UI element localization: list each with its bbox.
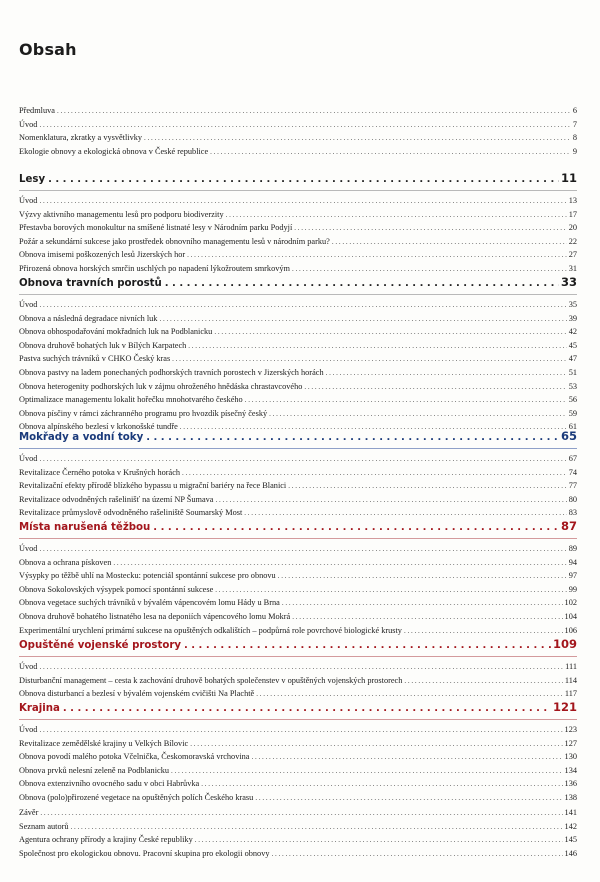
entry-page-number: 130 [564, 752, 577, 762]
section-page-number: 65 [560, 429, 577, 443]
toc-entry[interactable] [19, 145, 577, 159]
entry-title: Přirozená obnova horských smrčin uschlých po napadení lýkožroutem smrkovým [19, 263, 290, 273]
entry-title: Obnova (polo)přirozené vegetace na opuštěných polích Českého krasu [19, 792, 254, 802]
section-page-number: 109 [552, 637, 577, 651]
dot-leader [215, 494, 566, 508]
dot-leader [165, 274, 559, 294]
toc-entry[interactable] [19, 542, 577, 556]
entry-title: Experimentální urychlení primární sukcese na opuštěných odkalištích – podpůrná role povrchové biologické krusty [19, 625, 402, 635]
dot-leader [153, 518, 559, 538]
dot-leader [272, 848, 563, 862]
dot-leader [288, 480, 566, 494]
toc-entry[interactable] [19, 298, 577, 312]
entry-page-number: 89 [568, 544, 577, 553]
toc-entry[interactable] [19, 325, 577, 339]
dot-leader [245, 394, 567, 408]
dot-leader [195, 834, 563, 848]
entry-title: Úvod [19, 196, 38, 205]
entry-page-number: 67 [568, 454, 577, 463]
dot-leader [39, 661, 563, 675]
dot-leader [57, 105, 571, 119]
entry-title: Obnova extenzivního ovocného sadu v obci Habrůvka [19, 779, 200, 789]
toc-entry[interactable] [19, 248, 577, 262]
entry-page-number: 111 [565, 662, 577, 671]
entry-title: Předmluva [19, 106, 55, 115]
dot-leader [171, 765, 563, 779]
dot-leader [113, 557, 566, 571]
dot-leader [304, 381, 566, 395]
entry-page-number: 145 [564, 835, 577, 845]
entry-title: Úvod [19, 544, 38, 553]
toc-section [19, 104, 577, 158]
dot-leader [144, 132, 571, 146]
toc-entry[interactable] [19, 569, 577, 583]
section-heading [19, 272, 577, 292]
entry-page-number: 59 [568, 408, 577, 418]
toc-entry[interactable] [19, 380, 577, 394]
toc-entry[interactable] [19, 723, 577, 737]
dot-leader [201, 778, 562, 792]
entry-title: Obnova Sokolovských výsypek pomocí spontánní sukcese [19, 584, 214, 594]
entry-page-number: 35 [568, 300, 577, 309]
entry-title: Obnova obhospodařování mokřadních luk na Podblanicku [19, 327, 213, 337]
toc-entry[interactable] [19, 806, 577, 820]
section-heading [19, 168, 577, 188]
toc-entry[interactable] [19, 833, 577, 847]
toc-entry[interactable] [19, 660, 577, 674]
section-title: Krajina [19, 703, 60, 714]
section-divider [19, 294, 577, 295]
entry-title: Obnova imisemi poškozených lesů Jizerských hor [19, 250, 186, 260]
entry-page-number: 17 [568, 209, 577, 219]
section-title: Místa narušená těžbou [19, 522, 151, 533]
toc-entry[interactable] [19, 452, 577, 466]
entry-title: Obnova heterogenity podhorských luk v zájmu ohroženého hnědáska chrastavcového [19, 381, 303, 391]
entry-title: Výzvy aktivního managementu lesů pro podporu biodiverzity [19, 209, 224, 219]
entry-page-number: 6 [572, 106, 577, 115]
dot-leader [226, 209, 567, 223]
section-divider [19, 538, 577, 539]
entry-title: Obnova a ochrana pískoven [19, 557, 112, 567]
section-title: Opuštěné vojenské prostory [19, 640, 181, 651]
entry-title: Seznam autorů [19, 821, 69, 831]
toc-section [19, 806, 577, 860]
toc-entry[interactable] [19, 312, 577, 326]
entry-title: Obnova povodí malého potoka Včelnička, Českomoravská vrchovina [19, 752, 250, 762]
entry-page-number: 77 [568, 481, 577, 491]
toc-entry[interactable] [19, 235, 577, 249]
toc-entry[interactable] [19, 352, 577, 366]
toc-section [19, 168, 577, 276]
dot-leader [146, 428, 559, 448]
toc-entry[interactable] [19, 393, 577, 407]
section-divider [19, 448, 577, 449]
section-title: Obnova travních porostů [19, 278, 162, 289]
entry-page-number: 27 [568, 250, 577, 260]
dot-leader [269, 408, 567, 422]
toc-entry[interactable] [19, 556, 577, 570]
toc-entry[interactable] [19, 194, 577, 208]
dot-leader [292, 611, 562, 625]
section-divider [19, 190, 577, 191]
dot-leader [39, 195, 566, 209]
entry-page-number: 8 [572, 133, 577, 143]
toc-entry[interactable] [19, 208, 577, 222]
dot-leader [172, 353, 567, 367]
entry-page-number: 42 [568, 327, 577, 337]
entry-title: Úvod [19, 454, 38, 463]
toc-entry[interactable] [19, 118, 577, 132]
toc-entry[interactable] [19, 131, 577, 145]
entry-title: Společnost pro ekologickou obnovu. Pracovní skupina pro ekologii obnovy [19, 848, 270, 858]
entry-page-number: 134 [564, 765, 577, 775]
entry-page-number: 123 [564, 725, 577, 734]
toc-entry[interactable] [19, 791, 577, 805]
entry-page-number: 141 [564, 808, 577, 817]
entry-title: Obnova druhově bohatého listnatého lesa na deponiích vápencového lomu Mokrá [19, 611, 291, 621]
dot-leader [278, 570, 567, 584]
entry-page-number: 138 [564, 792, 577, 802]
toc-entry[interactable] [19, 737, 577, 751]
entry-title: Obnova disturbancí a bezlesí v bývalém vojenském cvičišti Na Plachtě [19, 689, 255, 699]
entry-page-number: 39 [568, 313, 577, 323]
dot-leader [187, 249, 567, 263]
entry-title: Závěr [19, 808, 39, 817]
entry-title: Nomenklatura, zkratky a vysvětlivky [19, 133, 143, 143]
entry-page-number: 80 [568, 494, 577, 504]
toc-entry[interactable] [19, 764, 577, 778]
section-heading [19, 516, 577, 536]
dot-leader [40, 807, 562, 821]
entry-page-number: 20 [568, 223, 577, 233]
entry-title: Výsypky po těžbě uhlí na Mostecku: potenciál spontánní sukcese pro obnovu [19, 571, 276, 581]
toc-entry[interactable] [19, 366, 577, 380]
entry-page-number: 47 [568, 354, 577, 364]
dot-leader [71, 821, 563, 835]
dot-leader [48, 170, 559, 190]
entry-page-number: 56 [568, 395, 577, 405]
toc-entry[interactable] [19, 777, 577, 791]
entry-title: Disturbanční management – cesta k zachování druhově bohatých společenstev v opuštěných vojenských prostorech [19, 675, 403, 685]
section-page-number: 33 [560, 275, 577, 289]
dot-leader [159, 313, 566, 327]
section-divider [19, 656, 577, 657]
toc-entry[interactable] [19, 610, 577, 624]
dot-leader [182, 467, 567, 481]
dot-leader [214, 326, 566, 340]
entry-title: Obnova vegetace suchých trávníků v bývalém vápencovém lomu Hády u Brna [19, 598, 280, 608]
toc-section [19, 516, 577, 637]
entry-page-number: 45 [568, 340, 577, 350]
toc-entry[interactable] [19, 493, 577, 507]
section-page-number: 121 [552, 700, 577, 714]
entry-title: Agentura ochrany přírody a krajiny České republiky [19, 835, 193, 845]
dot-leader [326, 367, 567, 381]
entry-title: Revitalizace průmyslově odvodněného rašeliniště Soumarský Most [19, 508, 243, 518]
entry-page-number: 7 [572, 119, 577, 129]
dot-leader [252, 751, 563, 765]
dot-leader [184, 636, 551, 656]
section-heading [19, 697, 577, 717]
toc-entry[interactable] [19, 104, 577, 118]
section-page-number: 11 [560, 171, 577, 185]
section-heading [19, 634, 577, 654]
entry-title: Úvod [19, 119, 38, 129]
entry-page-number: 13 [568, 196, 577, 205]
section-divider [19, 719, 577, 720]
toc-entry[interactable] [19, 820, 577, 834]
page-title: Obsah [19, 40, 77, 59]
entry-page-number: 99 [568, 584, 577, 594]
toc-entry[interactable] [19, 674, 577, 688]
dot-leader [215, 584, 566, 598]
dot-leader [255, 792, 562, 806]
dot-leader [404, 675, 562, 689]
toc-entry[interactable] [19, 750, 577, 764]
entry-page-number: 117 [564, 689, 577, 699]
entry-page-number: 102 [564, 598, 577, 608]
entry-page-number: 22 [568, 236, 577, 246]
dot-leader [294, 222, 566, 236]
entry-title: Revitalizace Černého potoka v Krušných horách [19, 467, 181, 477]
dot-leader [39, 299, 566, 313]
entry-page-number: 94 [568, 557, 577, 567]
section-title: Lesy [19, 174, 46, 185]
entry-page-number: 142 [564, 821, 577, 831]
dot-leader [39, 119, 570, 133]
toc-entry[interactable] [19, 339, 577, 353]
entry-page-number: 53 [568, 381, 577, 391]
toc-entry[interactable] [19, 221, 577, 235]
entry-page-number: 61 [568, 422, 577, 432]
entry-title: Úvod [19, 662, 38, 671]
entry-page-number: 127 [564, 738, 577, 748]
toc-entry[interactable] [19, 596, 577, 610]
entry-title: Obnova prvků nelesní zeleně na Podblanicku [19, 765, 169, 775]
dot-leader [332, 236, 567, 250]
entry-title: Revitalizace zemědělské krajiny u Velkých Bílovic [19, 738, 189, 748]
entry-title: Optimalizace managementu lokalit hořečku mnohotvarého českého [19, 395, 243, 405]
toc-section [19, 634, 577, 701]
section-heading [19, 426, 577, 446]
entry-page-number: 136 [564, 779, 577, 789]
toc-entry[interactable] [19, 466, 577, 480]
dot-leader [39, 543, 566, 557]
entry-page-number: 97 [568, 571, 577, 581]
entry-title: Úvod [19, 725, 38, 734]
entry-page-number: 106 [564, 625, 577, 635]
section-title: Mokřady a vodní toky [19, 432, 144, 443]
dot-leader [188, 340, 566, 354]
dot-leader [39, 724, 562, 738]
entry-title: Obnova a následná degradace nivních luk [19, 313, 158, 323]
entry-page-number: 83 [568, 508, 577, 518]
entry-page-number: 146 [564, 848, 577, 858]
toc-section [19, 697, 577, 805]
entry-page-number: 9 [572, 146, 577, 156]
entry-title: Revitalizace odvodněných rašelinišť na území NP Šumava [19, 494, 214, 504]
toc-entry[interactable] [19, 479, 577, 493]
entry-title: Revitalizační efekty přírodě blízkého bypassu u migrační bariéry na řece Blanici [19, 481, 287, 491]
section-page-number: 87 [560, 519, 577, 533]
entry-title: Obnova alpínského bezlesí v krkonošské tundře [19, 422, 178, 432]
entry-page-number: 51 [568, 367, 577, 377]
entry-title: Obnova pastvy na ladem ponechaných podhorských travních porostech v Jizerských horách [19, 367, 324, 377]
entry-page-number: 114 [564, 675, 577, 685]
toc-entry[interactable] [19, 407, 577, 421]
dot-leader [63, 699, 551, 719]
entry-title: Obnova písčiny v rámci záchranného programu pro hvozdík písečný český [19, 408, 268, 418]
toc-entry[interactable] [19, 847, 577, 861]
dot-leader [282, 597, 563, 611]
dot-leader [39, 453, 566, 467]
entry-title: Úvod [19, 300, 38, 309]
entry-page-number: 104 [564, 611, 577, 621]
entry-page-number: 31 [568, 263, 577, 273]
dot-leader [210, 146, 571, 160]
entry-title: Přestavba borových monokultur na smíšené listnaté lesy v Národním parku Podyjí [19, 223, 293, 233]
toc-section [19, 426, 577, 520]
dot-leader [190, 738, 562, 752]
entry-title: Obnova druhově bohatých luk v Bílých Karpatech [19, 340, 187, 350]
entry-title: Ekologie obnovy a ekologická obnova v České republice [19, 146, 209, 156]
entry-title: Pastva suchých trávníků v CHKO Český kras [19, 354, 171, 364]
toc-section [19, 272, 577, 434]
entry-title: Požár a sekundární sukcese jako prostředek obnovního managementu lesů v národním parku? [19, 236, 330, 246]
entry-page-number: 74 [568, 467, 577, 477]
toc-entry[interactable] [19, 583, 577, 597]
